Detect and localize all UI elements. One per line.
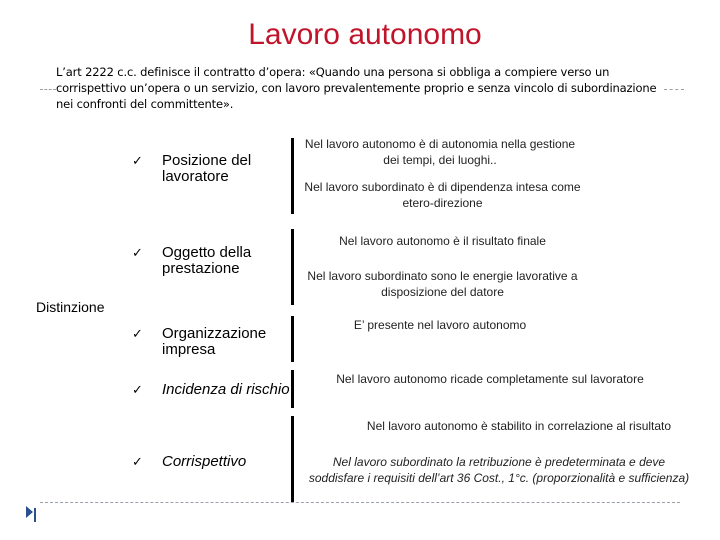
slide-nav-bar-icon bbox=[34, 508, 36, 522]
check-icon: ✓ bbox=[132, 454, 143, 469]
criterion-label: Organizzazione impresa bbox=[162, 325, 267, 358]
slide-nav-arrow-icon bbox=[26, 506, 33, 518]
note-organizzazione: E’ presente nel lavoro autonomo bbox=[353, 318, 527, 332]
note-subordinato-energie: Nel lavoro subordinato sono le energie lavorative a disposizione del datore bbox=[307, 269, 578, 299]
note-autonomo-risultato: Nel lavoro autonomo è il risultato finale bbox=[339, 234, 546, 248]
criterion-label: Oggetto della prestazione bbox=[162, 244, 252, 277]
bottom-divider-dash bbox=[40, 502, 680, 503]
brace-bar-posizione bbox=[291, 138, 294, 214]
check-icon: ✓ bbox=[132, 245, 143, 260]
criterion-label: Posizione del lavoratore bbox=[162, 152, 252, 185]
side-label-distinzione: Distinzione bbox=[36, 299, 105, 315]
check-icon: ✓ bbox=[132, 382, 143, 397]
brace-bar-incidenza bbox=[291, 370, 294, 408]
intro-definition: L’art 2222 c.c. definisce il contratto d’opera: «Quando una persona si obbliga a compiere verso un corrispettivo un’opera o un servizio, con lavoro prevalentemente proprio e senza vincolo di subordinazione nei confronti del committente». bbox=[56, 65, 657, 111]
note-rischio: Nel lavoro autonomo ricade completamente sul lavoratore bbox=[336, 372, 644, 386]
note-corrispettivo-autonomo: Nel lavoro autonomo è stabilito in correlazione al risultato bbox=[366, 419, 672, 433]
note-autonomo-autonomia: Nel lavoro autonomo è di autonomia nella gestione dei tempi, dei luoghi.. bbox=[304, 137, 576, 167]
check-icon: ✓ bbox=[132, 153, 143, 168]
note-subordinato-dipendenza: Nel lavoro subordinato è di dipendenza intesa come etero-direzione bbox=[304, 180, 581, 210]
slide-title: Lavoro autonomo bbox=[248, 18, 482, 51]
criterion-label: Corrispettivo bbox=[162, 453, 247, 470]
divider-dash-left bbox=[40, 89, 56, 90]
criterion-label: Incidenza di rischio bbox=[162, 381, 290, 398]
check-icon: ✓ bbox=[132, 326, 143, 341]
brace-bar-oggetto bbox=[291, 229, 294, 305]
brace-bar-organizzazione bbox=[291, 316, 294, 362]
note-corrispettivo-subordinato: Nel lavoro subordinato la retribuzione è predeterminata e deve soddisfare i requisiti dell’art 36 Cost., 1°c. (proporzionalità e sufficienza) bbox=[308, 455, 690, 485]
brace-bar-corrispettivo bbox=[291, 416, 294, 502]
